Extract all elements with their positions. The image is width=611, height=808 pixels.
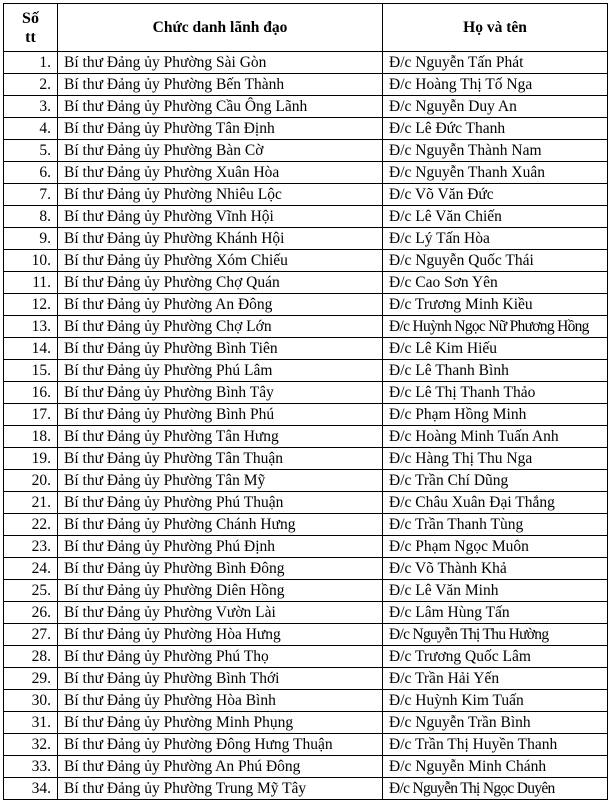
header-full-name: Họ và tên [383, 4, 608, 52]
table-row [4, 184, 608, 206]
row-number: 10. [4, 250, 58, 272]
row-full-name-cell [383, 690, 608, 712]
row-full-name-cell [383, 426, 608, 448]
row-number: 31. [4, 712, 58, 734]
row-full-name: Đ/c Nguyễn Trần Bình [389, 714, 531, 731]
row-position: Bí thư Đảng ủy Phường Sài Gòn [58, 52, 383, 74]
row-number: 4. [4, 118, 58, 140]
row-full-name: Đ/c Nguyễn Minh Chánh [389, 758, 547, 775]
row-full-name-cell [383, 316, 608, 338]
row-number: 33. [4, 756, 58, 778]
row-full-name-cell [383, 294, 608, 316]
row-number: 12. [4, 294, 58, 316]
row-full-name: Đ/c Hoàng Minh Tuấn Anh [389, 428, 559, 445]
row-number: 5. [4, 140, 58, 162]
row-position: Bí thư Đảng ủy Phường Bình Đông [58, 558, 383, 580]
row-full-name-cell [383, 536, 608, 558]
row-number: 18. [4, 426, 58, 448]
row-position: Bí thư Đảng ủy Phường Bình Phú [58, 404, 383, 426]
row-full-name-cell [383, 668, 608, 690]
row-position: Bí thư Đảng ủy Phường Phú Định [58, 536, 383, 558]
row-number: 7. [4, 184, 58, 206]
row-number: 8. [4, 206, 58, 228]
row-full-name: Đ/c Nguyễn Thanh Xuân [389, 164, 545, 181]
table-row [4, 206, 608, 228]
row-full-name: Đ/c Võ Thành Khả [389, 560, 507, 577]
row-number: 19. [4, 448, 58, 470]
table-row [4, 712, 608, 734]
row-full-name-cell [383, 272, 608, 294]
row-full-name-cell [383, 492, 608, 514]
table-row [4, 448, 608, 470]
row-full-name: Đ/c Nguyễn Thị Thu Hường [389, 626, 549, 643]
table-row [4, 580, 608, 602]
row-position: Bí thư Đảng ủy Phường Phú Thuận [58, 492, 383, 514]
table-row [4, 316, 608, 338]
row-full-name-cell [383, 646, 608, 668]
row-number: 14. [4, 338, 58, 360]
row-position: Bí thư Đảng ủy Phường Khánh Hội [58, 228, 383, 250]
row-full-name-cell [383, 756, 608, 778]
row-position: Bí thư Đảng ủy Phường Tân Định [58, 118, 383, 140]
row-full-name-cell [383, 382, 608, 404]
row-full-name: Đ/c Lâm Hùng Tấn [389, 604, 510, 621]
row-full-name-cell [383, 250, 608, 272]
row-full-name: Đ/c Phạm Ngọc Muôn [389, 538, 529, 555]
row-position: Bí thư Đảng ủy Phường Minh Phụng [58, 712, 383, 734]
row-full-name: Đ/c Lê Văn Minh [389, 582, 499, 599]
row-number: 17. [4, 404, 58, 426]
row-position: Bí thư Đảng ủy Phường Chợ Quán [58, 272, 383, 294]
table-row [4, 756, 608, 778]
header-number-line2: tt [25, 28, 36, 46]
table-row [4, 668, 608, 690]
table-row [4, 382, 608, 404]
row-number: 16. [4, 382, 58, 404]
row-position: Bí thư Đảng ủy Phường Hòa Bình [58, 690, 383, 712]
row-position: Bí thư Đảng ủy Phường Tân Mỹ [58, 470, 383, 492]
table-row [4, 96, 608, 118]
row-position: Bí thư Đảng ủy Phường An Phú Đông [58, 756, 383, 778]
row-number: 28. [4, 646, 58, 668]
row-position: Bí thư Đảng ủy Phường Bình Tiên [58, 338, 383, 360]
row-full-name-cell [383, 712, 608, 734]
table-row [4, 140, 608, 162]
row-number: 22. [4, 514, 58, 536]
row-full-name: Đ/c Nguyễn Thị Ngọc Duyên [389, 780, 555, 797]
table-row [4, 646, 608, 668]
row-number: 24. [4, 558, 58, 580]
row-position: Bí thư Đảng ủy Phường Bình Tây [58, 382, 383, 404]
row-full-name-cell [383, 96, 608, 118]
row-position: Bí thư Đảng ủy Phường Bình Thới [58, 668, 383, 690]
row-number: 20. [4, 470, 58, 492]
row-full-name: Đ/c Nguyễn Tấn Phát [389, 54, 524, 71]
row-full-name: Đ/c Trương Minh Kiều [389, 296, 533, 313]
table-row [4, 162, 608, 184]
row-position: Bí thư Đảng ủy Phường Vườn Lài [58, 602, 383, 624]
officials-table [3, 3, 608, 800]
table-row [4, 690, 608, 712]
table-row [4, 74, 608, 96]
row-number: 29. [4, 668, 58, 690]
row-number: 34. [4, 778, 58, 800]
row-full-name: Đ/c Lê Thanh Bình [389, 362, 509, 379]
row-full-name: Đ/c Huỳnh Ngọc Nữ Phương Hồng [389, 318, 589, 335]
header-number-line1: Số [22, 9, 39, 27]
row-position: Bí thư Đảng ủy Phường An Đông [58, 294, 383, 316]
row-full-name: Đ/c Trần Thị Huyền Thanh [389, 736, 558, 753]
row-position: Bí thư Đảng ủy Phường Tân Thuận [58, 448, 383, 470]
table-row [4, 250, 608, 272]
table-row [4, 404, 608, 426]
row-full-name-cell [383, 734, 608, 756]
row-full-name-cell [383, 514, 608, 536]
row-full-name: Đ/c Cao Sơn Yên [389, 274, 498, 291]
table-row [4, 778, 608, 800]
row-full-name-cell [383, 228, 608, 250]
row-full-name-cell [383, 338, 608, 360]
table-row [4, 360, 608, 382]
row-position: Bí thư Đảng ủy Phường Trung Mỹ Tây [58, 778, 383, 800]
row-full-name: Đ/c Trần Thanh Tùng [389, 516, 524, 533]
row-full-name-cell [383, 778, 608, 800]
row-position: Bí thư Đảng ủy Phường Phú Thọ [58, 646, 383, 668]
row-full-name: Đ/c Nguyễn Thành Nam [389, 142, 542, 159]
row-number: 25. [4, 580, 58, 602]
row-number: 30. [4, 690, 58, 712]
table-row [4, 734, 608, 756]
row-position: Bí thư Đảng ủy Phường Bàn Cờ [58, 140, 383, 162]
row-full-name-cell [383, 140, 608, 162]
row-full-name: Đ/c Huỳnh Kim Tuấn [389, 692, 524, 709]
row-full-name-cell [383, 448, 608, 470]
officials-table-container [3, 3, 608, 800]
row-full-name-cell [383, 118, 608, 140]
row-full-name-cell [383, 184, 608, 206]
row-full-name: Đ/c Lê Đức Thanh [389, 120, 506, 137]
row-number: 23. [4, 536, 58, 558]
row-full-name: Đ/c Phạm Hồng Minh [389, 406, 527, 423]
row-full-name-cell [383, 470, 608, 492]
header-position: Chức danh lãnh đạo [58, 4, 383, 52]
row-number: 2. [4, 74, 58, 96]
row-number: 11. [4, 272, 58, 294]
row-number: 9. [4, 228, 58, 250]
row-position: Bí thư Đảng ủy Phường Phú Lâm [58, 360, 383, 382]
row-position: Bí thư Đảng ủy Phường Diên Hồng [58, 580, 383, 602]
row-full-name: Đ/c Lý Tấn Hòa [389, 230, 490, 247]
row-full-name-cell [383, 206, 608, 228]
table-body [4, 52, 608, 800]
row-full-name: Đ/c Võ Văn Đức [389, 186, 494, 203]
row-position: Bí thư Đảng ủy Phường Xóm Chiếu [58, 250, 383, 272]
table-row [4, 52, 608, 74]
row-full-name: Đ/c Châu Xuân Đại Thắng [389, 494, 555, 511]
table-row [4, 272, 608, 294]
table-row [4, 624, 608, 646]
table-header [4, 4, 608, 52]
row-full-name-cell [383, 162, 608, 184]
row-full-name: Đ/c Nguyễn Quốc Thái [389, 252, 534, 269]
row-full-name: Đ/c Lê Thị Thanh Thảo [389, 384, 536, 401]
row-full-name-cell [383, 580, 608, 602]
row-number: 6. [4, 162, 58, 184]
header-row [4, 4, 608, 52]
row-number: 3. [4, 96, 58, 118]
row-position: Bí thư Đảng ủy Phường Xuân Hòa [58, 162, 383, 184]
table-row [4, 602, 608, 624]
header-number [4, 4, 58, 52]
row-number: 15. [4, 360, 58, 382]
row-full-name-cell [383, 360, 608, 382]
row-position: Bí thư Đảng ủy Phường Chợ Lớn [58, 316, 383, 338]
row-number: 26. [4, 602, 58, 624]
row-position: Bí thư Đảng ủy Phường Đông Hưng Thuận [58, 734, 383, 756]
row-number: 1. [4, 52, 58, 74]
row-full-name-cell [383, 52, 608, 74]
row-number: 32. [4, 734, 58, 756]
table-row [4, 426, 608, 448]
row-full-name: Đ/c Hàng Thị Thu Nga [389, 450, 533, 467]
row-position: Bí thư Đảng ủy Phường Nhiêu Lộc [58, 184, 383, 206]
row-position: Bí thư Đảng ủy Phường Hòa Hưng [58, 624, 383, 646]
row-position: Bí thư Đảng ủy Phường Bến Thành [58, 74, 383, 96]
row-number: 27. [4, 624, 58, 646]
row-full-name: Đ/c Trần Chí Dũng [389, 472, 509, 489]
row-position: Bí thư Đảng ủy Phường Chánh Hưng [58, 514, 383, 536]
row-full-name-cell [383, 404, 608, 426]
row-full-name: Đ/c Trương Quốc Lâm [389, 648, 531, 665]
table-row [4, 228, 608, 250]
row-full-name: Đ/c Lê Văn Chiến [389, 208, 502, 225]
table-row [4, 338, 608, 360]
row-full-name: Đ/c Hoàng Thị Tố Nga [389, 76, 533, 93]
row-position: Bí thư Đảng ủy Phường Cầu Ông Lãnh [58, 96, 383, 118]
row-position: Bí thư Đảng ủy Phường Vĩnh Hội [58, 206, 383, 228]
row-full-name: Đ/c Lê Kim Hiếu [389, 340, 498, 357]
row-full-name-cell [383, 624, 608, 646]
table-row [4, 514, 608, 536]
table-row [4, 118, 608, 140]
table-row [4, 558, 608, 580]
table-row [4, 536, 608, 558]
row-full-name: Đ/c Nguyễn Duy An [389, 98, 517, 115]
row-full-name-cell [383, 558, 608, 580]
row-number: 13. [4, 316, 58, 338]
table-row [4, 492, 608, 514]
row-position: Bí thư Đảng ủy Phường Tân Hưng [58, 426, 383, 448]
row-full-name-cell [383, 74, 608, 96]
table-row [4, 294, 608, 316]
row-number: 21. [4, 492, 58, 514]
row-full-name: Đ/c Trần Hải Yến [389, 670, 500, 687]
row-full-name-cell [383, 602, 608, 624]
table-row [4, 470, 608, 492]
